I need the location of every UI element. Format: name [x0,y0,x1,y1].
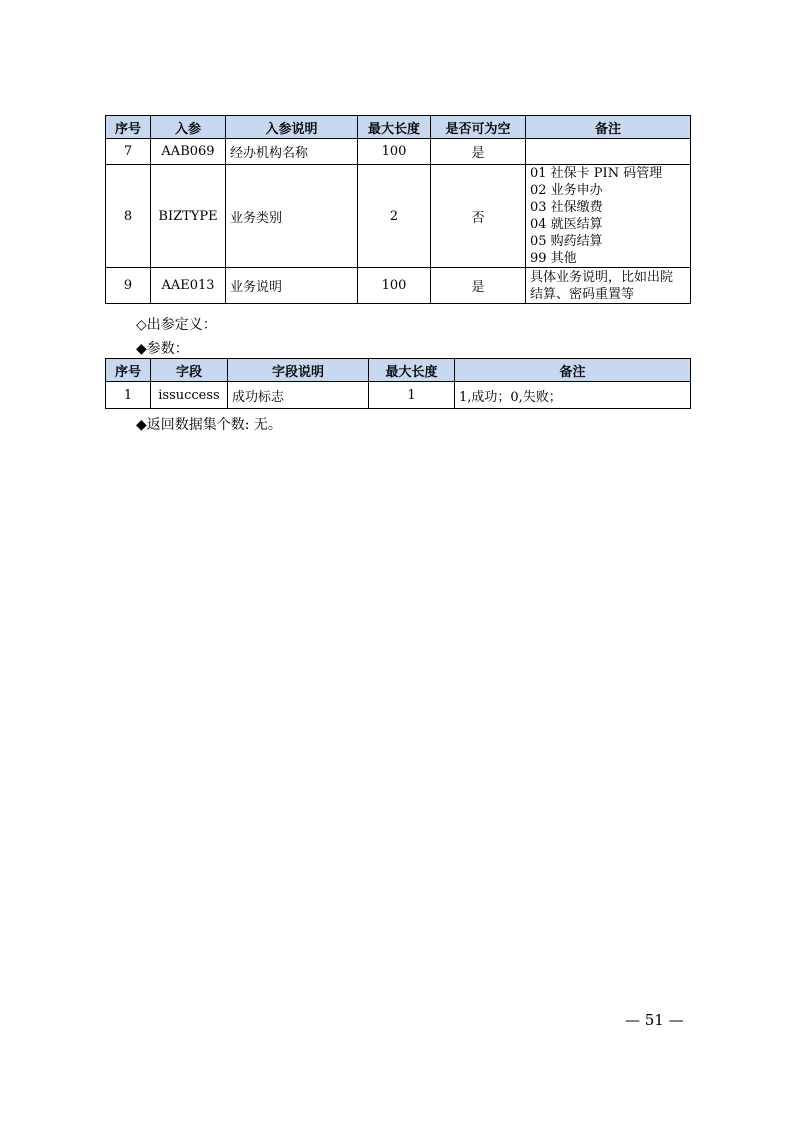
col-header-maxlen: 最大长度 [369,359,455,382]
cell-maxlen: 100 [358,139,431,165]
col-header-desc: 字段说明 [228,359,369,382]
col-header-notes: 备注 [526,116,691,139]
table-header-row [106,116,691,139]
dataset-count-label: ◆返回数据集个数: 无。 [136,417,282,433]
col-header-no: 序号 [106,359,151,382]
note-line: 05 购药结算 [530,234,603,249]
cell-param: AAE013 [151,268,226,304]
note-line: 01 社保卡 PIN 码管理 [530,166,663,181]
note-line: 02 业务申办 [530,183,603,198]
table-row [106,382,691,409]
note-line: 结算、密码重置等 [530,286,635,302]
col-header-maxlen: 最大长度 [358,116,431,139]
col-header-nullable: 是否可为空 [431,116,526,139]
col-header-desc: 入参说明 [226,116,358,139]
cell-note: 1,成功；0,失败； [455,382,691,409]
input-params-table [105,115,691,304]
table-header-row [106,359,691,382]
cell-param: AAB069 [151,139,226,165]
table-row [106,139,691,165]
table-row [106,268,691,304]
table-row [106,165,691,268]
cell-no: 9 [106,268,151,304]
cell-no: 7 [106,139,151,165]
params-label: ◆参数： [136,341,189,357]
cell-nullable: 否 [431,165,526,268]
cell-desc: 经办机构名称 [226,139,358,165]
note-line: 具体业务说明，比如出院 [530,269,674,285]
cell-desc: 业务类别 [226,165,358,268]
cell-param: BIZTYPE [151,165,226,268]
cell-no: 8 [106,165,151,268]
cell-notes [526,165,691,268]
output-params-table [105,358,691,409]
page-number: — 51 — [625,1011,684,1029]
col-header-field: 字段 [151,359,228,382]
cell-desc: 业务说明 [226,268,358,304]
cell-no: 1 [106,382,151,409]
cell-field: issuccess [151,382,228,409]
col-header-param: 入参 [151,116,226,139]
note-line: 04 就医结算 [530,217,603,232]
cell-maxlen: 100 [358,268,431,304]
cell-notes [526,139,691,165]
output-definition-label: ◇出参定义： [136,317,217,333]
cell-desc: 成功标志 [228,382,369,409]
col-header-no: 序号 [106,116,151,139]
col-header-notes: 备注 [455,359,691,382]
cell-notes [526,268,691,304]
cell-nullable: 是 [431,268,526,304]
note-line: 99 其他 [530,251,577,266]
cell-maxlen: 1 [369,382,455,409]
cell-nullable: 是 [431,139,526,165]
note-line: 03 社保缴费 [530,200,603,215]
cell-maxlen: 2 [358,165,431,268]
